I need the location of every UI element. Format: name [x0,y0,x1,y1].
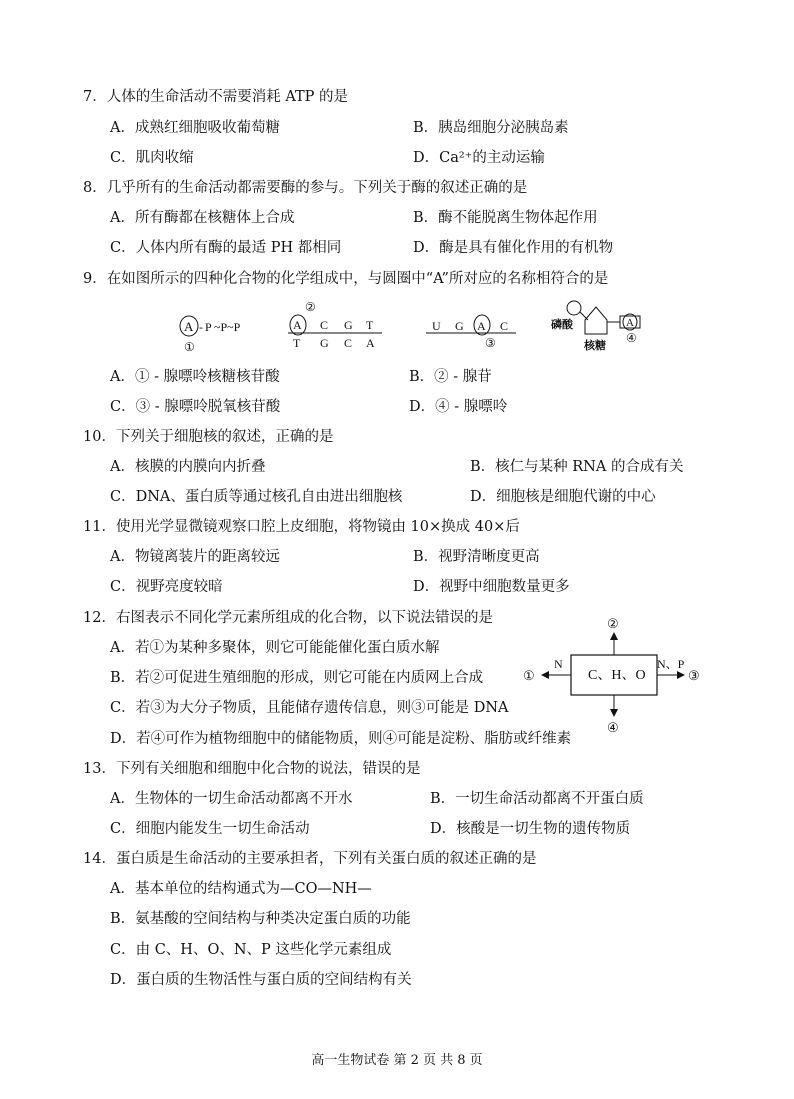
dna-top-2: C [320,318,329,332]
q8-option-a: A．所有酶都在核糖体上合成 [110,210,295,226]
q12-option-c: C．若③为大分子物质，且能储存遗传信息，则③可能是 DNA [110,700,509,716]
atp-phosphate-tail: ~P~P [214,320,241,334]
q9-fig-atp [180,316,241,354]
dna-top-1: A [293,318,302,332]
q12-fig-num2: ② [607,616,619,631]
phosphate-circle [567,301,581,315]
question-9-stem: 9．在如图所示的四种化合物的化学组成中，与圆圈中“A”所对应的名称相符合的是 [83,271,609,287]
q8-option-c: C．人体内所有酶的最适 PH 都相同 [110,240,342,256]
q14-option-d: D．蛋白质的生物活性与蛋白质的空间结构有关 [110,972,412,988]
q9-fig-nucleotide [551,301,640,352]
q12-fig-num1: ① [523,668,535,683]
q12-fig-num3: ③ [688,668,700,683]
label-num-4: ④ [626,331,637,345]
q14-option-b: B．氨基酸的空间结构与种类决定蛋白质的功能 [110,911,411,927]
q9-fig-dna [288,300,382,350]
q12-option-d: D．若④可作为植物细胞中的储能物质，则④可能是淀粉、脂肪或纤维素 [110,731,572,747]
question-10-stem: 10．下列关于细胞核的叙述，正确的是 [83,429,334,445]
q12-fig-num4: ④ [607,720,619,735]
q11-option-a: A．物镜离装片的距离较远 [110,549,280,565]
phosphate-label: 磷酸 [551,319,573,331]
q13-option-a: A．生物体的一切生命活动都离不开水 [110,791,353,807]
q13-option-c: C．细胞内能发生一切生命活动 [110,821,310,837]
q7-option-a: A．成熟红细胞吸收葡萄糖 [110,120,280,136]
q13-option-b: B．一切生命活动都离不开蛋白质 [430,791,644,807]
dna-bottom-3: C [344,336,353,350]
q7-option-d: D．Ca²⁺的主动运输 [413,150,545,166]
q7-option-c: C．肌肉收缩 [110,150,194,166]
dna-top-4: T [366,318,374,332]
label-num-2: ② [305,300,316,314]
q9-option-b: B．② - 腺苷 [409,369,492,385]
rna-base-3: A [477,319,486,333]
q13-option-d: D．核酸是一切生物的遗传物质 [430,821,631,837]
q10-option-d: D．细胞核是细胞代谢的中心 [470,489,656,505]
dna-bottom-2: G [320,336,329,350]
q14-option-c: C．由 C、H、O、N、P 这些化学元素组成 [110,942,392,958]
dna-bottom-1: T [293,336,301,350]
q11-option-d: D．视野中细胞数量更多 [413,579,570,595]
atp-bond-1: - [199,320,203,334]
q9-option-d: D．④ - 腺嘌呤 [409,399,508,415]
q12-figure [520,612,710,740]
q10-option-c: C．DNA、蛋白质等通过核孔自由进出细胞核 [110,489,403,505]
q11-option-b: B．视野清晰度更高 [413,549,540,565]
question-8-stem: 8．几乎所有的生命活动都需要酶的参与。下列关于酶的叙述正确的是 [83,180,528,196]
q9-option-a: A．① - 腺嘌呤核糖核苷酸 [110,369,280,385]
q11-option-c: C．视野亮度较暗 [110,579,223,595]
question-7-stem: 7．人体的生命活动不需要消耗 ATP 的是 [83,89,349,105]
label-num-1: ① [184,340,195,354]
ribose-label: 核糖 [584,340,606,352]
label-num-3: ③ [485,336,496,350]
dna-bottom-4: A [366,336,375,350]
q12-option-a: A．若①为某种多聚体，则它可能能催化蛋白质水解 [110,640,440,656]
nucleotide-base-a: A [626,317,634,329]
q8-option-d: D．酶是具有催化作用的有机物 [413,240,614,256]
q12-box-label: C、H、O [588,668,646,683]
q7-option-b: B．胰岛细胞分泌胰岛素 [413,120,569,136]
page-footer: 高一生物试卷 第 2 页 共 8 页 [311,1053,483,1068]
question-13-stem: 13．下列有关细胞和细胞中化合物的说法，错误的是 [83,761,421,777]
question-12-stem: 12．右图表示不同化学元素所组成的化合物，以下说法错误的是 [83,610,493,626]
atp-base-a: A [184,319,194,334]
rna-base-1: U [432,319,441,333]
q10-option-b: B．核仁与某种 RNA 的合成有关 [470,459,684,475]
atp-phosphate-1: P [205,320,212,334]
rna-base-4: C [500,319,509,333]
question-14-stem: 14．蛋白质是生命活动的主要承担者，下列有关蛋白质的叙述正确的是 [83,851,537,867]
q10-option-a: A．核膜的内膜向内折叠 [110,459,266,475]
q14-option-a: A．基本单位的结构通式为—CO—NH— [110,881,372,897]
q9-fig-rna [426,315,516,350]
q12-fig-left-label: N [554,657,563,671]
dna-top-3: G [344,318,353,332]
q9-figure [0,296,794,360]
ribose-pentagon [585,307,607,334]
q12-fig-right-label: N、P [657,657,685,671]
q9-option-c: C．③ - 腺嘌呤脱氧核苷酸 [110,399,281,415]
q12-option-b: B．若②可促进生殖细胞的形成，则它可能在内质网上合成 [110,670,484,686]
rna-base-2: G [455,319,464,333]
q8-option-b: B．酶不能脱离生物体起作用 [413,210,598,226]
question-11-stem: 11．使用光学显微镜观察口腔上皮细胞，将物镜由 10×换成 40×后 [83,519,520,535]
